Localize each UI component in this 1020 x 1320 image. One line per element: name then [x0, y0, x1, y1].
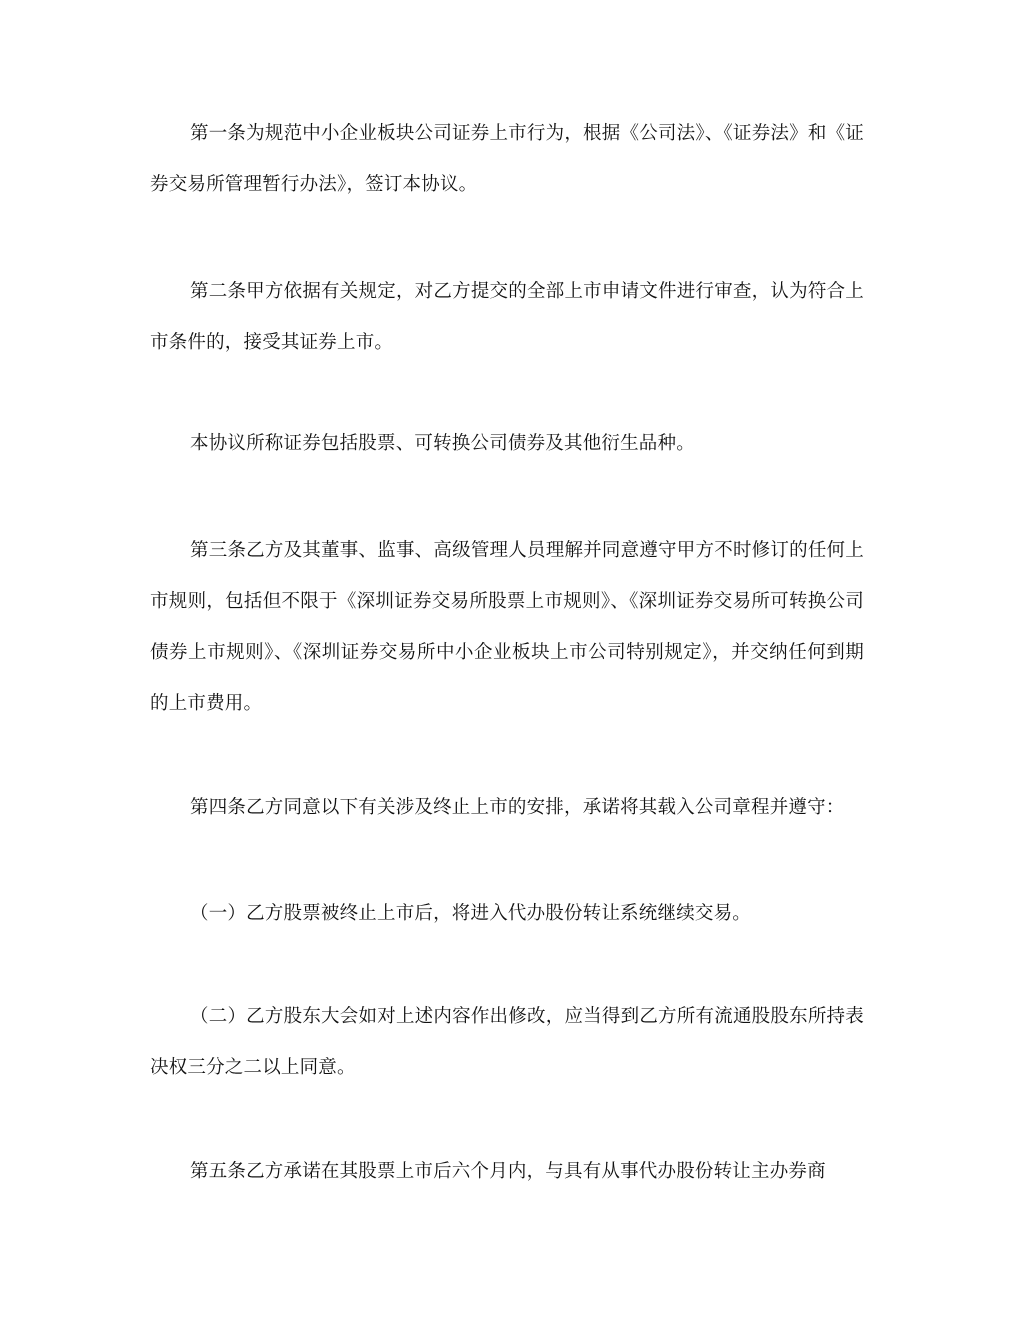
- clause-2-paragraph: （二）乙方股东大会如对上述内容作出修改，应当得到乙方所有流通股股东所持表决权三分之二以上同意。: [150, 1006, 864, 1078]
- securities-definition-paragraph: 本协议所称证券包括股票、可转换公司债券及其他衍生品种。: [190, 433, 695, 454]
- article-3-paragraph: 第三条乙方及其董事、监事、高级管理人员理解并同意遵守甲方不时修订的任何上市规则，包括但不限于《深圳证券交易所股票上市规则》、《深圳证券交易所可转换公司债券上市规则》、《深圳证券交易所中小企业板块上市公司特别规定》，并交纳任何到期的上市费用。: [150, 540, 864, 714]
- article-2-paragraph: 第二条甲方依据有关规定，对乙方提交的全部上市申请文件进行审查，认为符合上市条件的，接受其证券上市。: [150, 281, 864, 353]
- article-5-paragraph: 第五条乙方承诺在其股票上市后六个月内，与具有从事代办股份转让主办券商: [190, 1161, 826, 1182]
- article-1-paragraph: 第一条为规范中小企业板块公司证券上市行为，根据《公司法》、《证券法》和《证券交易所管理暂行办法》，签订本协议。: [150, 123, 864, 195]
- article-4-paragraph: 第四条乙方同意以下有关涉及终止上市的安排，承诺将其载入公司章程并遵守：: [190, 797, 845, 818]
- clause-1-paragraph: （一）乙方股票被终止上市后，将进入代办股份转让系统继续交易。: [190, 903, 752, 924]
